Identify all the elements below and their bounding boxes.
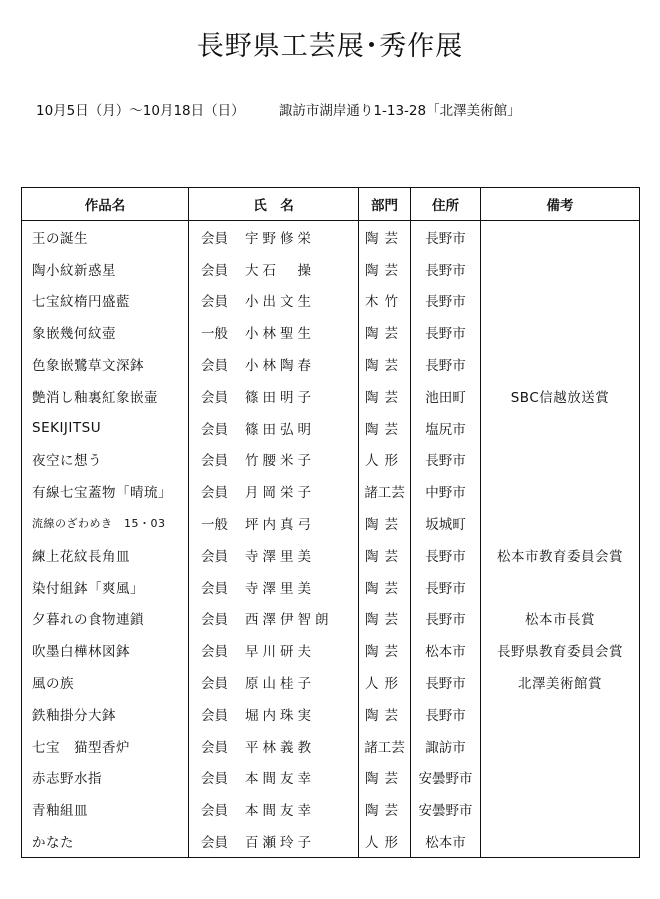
work-title-cell: 色象嵌鷺草文深鉢 — [22, 348, 189, 380]
artist-name: 西澤伊智朗 — [245, 612, 333, 629]
address-cell: 池田町 — [411, 380, 481, 412]
membership-label: 会員 — [201, 580, 228, 597]
work-title-cell: 練上花紋長角皿 — [22, 539, 189, 571]
work-title-cell: かなた — [22, 825, 189, 857]
membership-label: 会員 — [201, 358, 228, 375]
table-row — [22, 603, 640, 635]
artist-name: 寺澤里美 — [245, 580, 315, 597]
dept-cell: 陶芸 — [359, 380, 411, 412]
membership-label: 会員 — [201, 707, 228, 724]
note-cell — [481, 793, 640, 825]
table-row — [22, 825, 640, 857]
artist-name: 坪内真弓 — [245, 517, 315, 534]
membership-label: 会員 — [201, 230, 228, 247]
artist-name: 小出文生 — [245, 294, 315, 311]
artist-name: 堀内珠実 — [245, 707, 315, 724]
dept-cell: 陶芸 — [359, 539, 411, 571]
table-row — [22, 348, 640, 380]
work-title-cell: 七宝紋楕円盛藍 — [22, 285, 189, 317]
artist-name: 宇野修栄 — [245, 230, 315, 247]
membership-label: 一般 — [201, 326, 228, 343]
address-cell: 諏訪市 — [411, 730, 481, 762]
table-row — [22, 762, 640, 794]
note-cell — [481, 412, 640, 444]
note-cell: 松本市長賞 — [481, 603, 640, 635]
artist-name: 篠田弘明 — [245, 421, 315, 438]
table-row — [22, 285, 640, 317]
header-address: 住所 — [411, 188, 481, 221]
membership-label: 会員 — [201, 612, 228, 629]
note-cell — [481, 253, 640, 285]
dept-cell: 陶芸 — [359, 348, 411, 380]
note-cell — [481, 475, 640, 507]
dept-cell: 木竹 — [359, 285, 411, 317]
membership-label: 一般 — [201, 517, 228, 534]
note-cell — [481, 444, 640, 476]
header-work: 作品名 — [22, 188, 189, 221]
note-cell: 北澤美術館賞 — [481, 666, 640, 698]
artist-cell — [189, 412, 359, 444]
work-title-cell: 吹墨白樺林図鉢 — [22, 634, 189, 666]
artist-name: 原山桂子 — [245, 676, 315, 693]
table-row — [22, 666, 640, 698]
exhibition-dates: 10月5日（月）～10月18日（日） — [36, 103, 245, 119]
artist-name: 月岡栄子 — [245, 485, 315, 502]
work-title-cell: 夕暮れの食物連鎖 — [22, 603, 189, 635]
work-title-cell: 艶消し釉裏紅象嵌壷 — [22, 380, 189, 412]
table-row — [22, 634, 640, 666]
work-title-cell: 鉄釉掛分大鉢 — [22, 698, 189, 730]
membership-label: 会員 — [201, 421, 228, 438]
address-cell: 長野市 — [411, 666, 481, 698]
note-cell — [481, 571, 640, 603]
artist-cell — [189, 253, 359, 285]
work-title-cell: SEKIJITSU — [22, 412, 189, 444]
artist-name: 小林聖生 — [245, 326, 315, 343]
membership-label: 会員 — [201, 294, 228, 311]
address-cell: 長野市 — [411, 444, 481, 476]
work-title-cell: 七宝 猫型香炉 — [22, 730, 189, 762]
dept-cell: 人形 — [359, 666, 411, 698]
artist-cell — [189, 793, 359, 825]
artist-cell — [189, 444, 359, 476]
artist-cell — [189, 603, 359, 635]
work-title-cell: 流線のざわめき 15・03 — [22, 507, 189, 539]
note-cell: 松本市教育委員会賞 — [481, 539, 640, 571]
table-row — [22, 316, 640, 348]
artist-name: 本間友幸 — [245, 771, 315, 788]
note-cell — [481, 730, 640, 762]
address-cell: 安曇野市 — [411, 793, 481, 825]
table-body — [22, 221, 640, 858]
address-cell: 松本市 — [411, 634, 481, 666]
membership-label: 会員 — [201, 676, 228, 693]
dept-cell: 諸工芸 — [359, 475, 411, 507]
address-cell: 松本市 — [411, 825, 481, 857]
artist-cell — [189, 730, 359, 762]
dept-cell: 陶芸 — [359, 507, 411, 539]
note-cell — [481, 825, 640, 857]
table-row — [22, 475, 640, 507]
work-title-cell: 赤志野水指 — [22, 762, 189, 794]
artist-name: 百瀬玲子 — [245, 835, 315, 852]
membership-label: 会員 — [201, 389, 228, 406]
address-cell: 坂城町 — [411, 507, 481, 539]
artist-cell — [189, 507, 359, 539]
membership-label: 会員 — [201, 644, 228, 661]
note-cell — [481, 285, 640, 317]
table-row — [22, 507, 640, 539]
membership-label: 会員 — [201, 548, 228, 565]
artist-cell — [189, 571, 359, 603]
artist-cell — [189, 634, 359, 666]
artist-cell — [189, 825, 359, 857]
address-cell: 安曇野市 — [411, 762, 481, 794]
artist-cell — [189, 539, 359, 571]
address-cell: 長野市 — [411, 316, 481, 348]
address-cell: 長野市 — [411, 698, 481, 730]
work-title-cell: 夜空に想う — [22, 444, 189, 476]
dept-cell: 陶芸 — [359, 634, 411, 666]
artist-cell — [189, 380, 359, 412]
address-cell: 長野市 — [411, 539, 481, 571]
address-cell: 長野市 — [411, 253, 481, 285]
note-cell — [481, 221, 640, 253]
artist-name: 本間友幸 — [245, 803, 315, 820]
work-title-cell: 象嵌幾何紋壺 — [22, 316, 189, 348]
dept-cell: 人形 — [359, 444, 411, 476]
exhibition-location: 諏訪市湖岸通り1-13-28「北澤美術館」 — [278, 103, 521, 119]
table-row — [22, 730, 640, 762]
note-cell: 長野県教育委員会賞 — [481, 634, 640, 666]
table-row — [22, 793, 640, 825]
artist-name: 平林義教 — [245, 739, 315, 756]
artist-name: 寺澤里美 — [245, 548, 315, 565]
table-row — [22, 539, 640, 571]
artist-cell — [189, 316, 359, 348]
table-row — [22, 380, 640, 412]
artist-cell — [189, 475, 359, 507]
dept-cell: 陶芸 — [359, 316, 411, 348]
dept-cell: 諸工芸 — [359, 730, 411, 762]
artist-cell — [189, 221, 359, 253]
work-title-cell: 王の誕生 — [22, 221, 189, 253]
address-cell: 中野市 — [411, 475, 481, 507]
note-cell — [481, 348, 640, 380]
table-row — [22, 221, 640, 253]
artist-name: 竹腰米子 — [245, 453, 315, 470]
note-cell — [481, 698, 640, 730]
dept-cell: 陶芸 — [359, 571, 411, 603]
table-row — [22, 444, 640, 476]
dept-cell: 陶芸 — [359, 412, 411, 444]
address-cell: 長野市 — [411, 285, 481, 317]
artist-name: 大石 操 — [245, 262, 315, 279]
membership-label: 会員 — [201, 262, 228, 279]
membership-label: 会員 — [201, 739, 228, 756]
work-title-cell: 青釉組皿 — [22, 793, 189, 825]
work-title-cell: 陶小紋新惑星 — [22, 253, 189, 285]
artist-cell — [189, 348, 359, 380]
exhibition-info — [36, 99, 636, 119]
table-row — [22, 412, 640, 444]
dept-cell: 陶芸 — [359, 253, 411, 285]
address-cell: 長野市 — [411, 571, 481, 603]
artist-cell — [189, 285, 359, 317]
artist-name: 篠田明子 — [245, 389, 315, 406]
dept-cell: 人形 — [359, 825, 411, 857]
table-row — [22, 698, 640, 730]
address-cell: 長野市 — [411, 221, 481, 253]
work-title-cell: 風の族 — [22, 666, 189, 698]
address-cell: 長野市 — [411, 603, 481, 635]
artist-name: 小林陶春 — [245, 358, 315, 375]
artist-name: 早川研夫 — [245, 644, 315, 661]
artist-cell — [189, 762, 359, 794]
note-cell — [481, 762, 640, 794]
table-header-row — [22, 188, 640, 221]
header-name: 氏 名 — [189, 188, 359, 221]
page-title: 長野県工芸展･秀作展 — [196, 31, 464, 62]
note-cell — [481, 316, 640, 348]
table-row — [22, 571, 640, 603]
dept-cell: 陶芸 — [359, 221, 411, 253]
work-title-cell: 染付組鉢「爽風」 — [22, 571, 189, 603]
work-title-cell: 有線七宝蓋物「晴琉」 — [22, 475, 189, 507]
membership-label: 会員 — [201, 835, 228, 852]
artist-cell — [189, 666, 359, 698]
membership-label: 会員 — [201, 453, 228, 470]
membership-label: 会員 — [201, 771, 228, 788]
header-dept: 部門 — [359, 188, 411, 221]
membership-label: 会員 — [201, 803, 228, 820]
note-cell: SBC信越放送賞 — [481, 380, 640, 412]
artist-cell — [189, 698, 359, 730]
address-cell: 長野市 — [411, 348, 481, 380]
dept-cell: 陶芸 — [359, 698, 411, 730]
address-cell: 塩尻市 — [411, 412, 481, 444]
dept-cell: 陶芸 — [359, 762, 411, 794]
dept-cell: 陶芸 — [359, 603, 411, 635]
dept-cell: 陶芸 — [359, 793, 411, 825]
membership-label: 会員 — [201, 485, 228, 502]
note-cell — [481, 507, 640, 539]
header-notes: 備考 — [481, 188, 640, 221]
works-table — [21, 187, 640, 858]
table-row — [22, 253, 640, 285]
